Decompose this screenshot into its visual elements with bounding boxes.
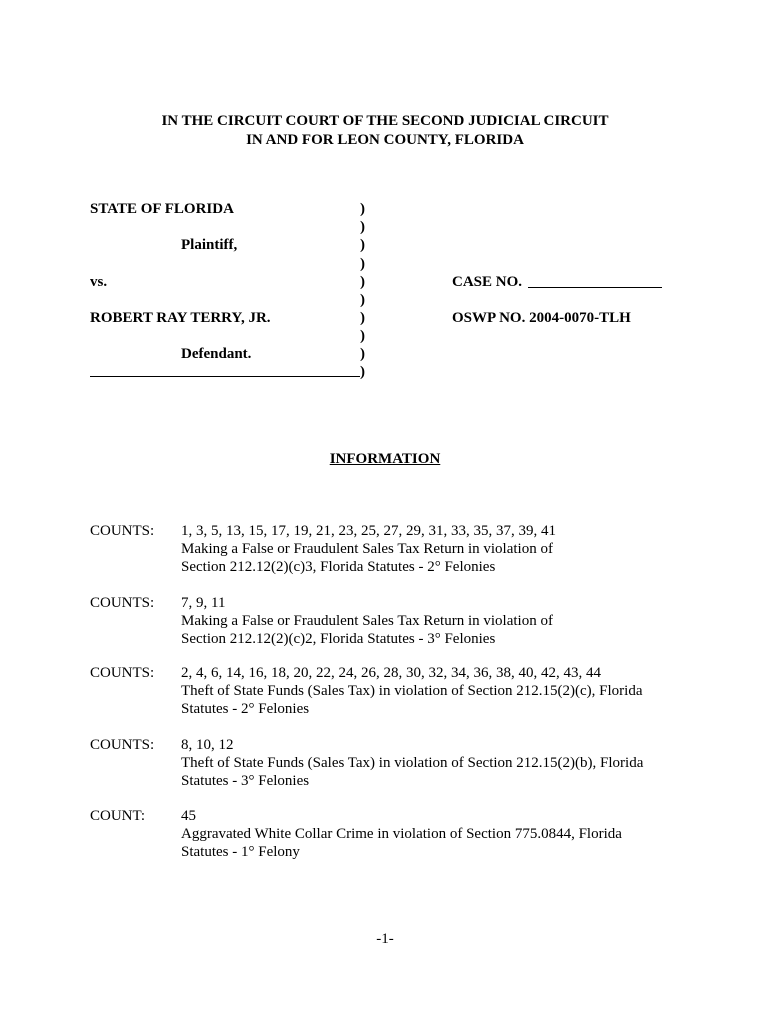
defendant-role: Defendant. bbox=[181, 346, 252, 362]
count-description: Aggravated White Collar Crime in violation of Section 775.0844, Florida bbox=[181, 826, 622, 842]
count-entry bbox=[181, 594, 661, 648]
court-heading-line1: IN THE CIRCUIT COURT OF THE SECOND JUDICIAL CIRCUIT bbox=[161, 113, 609, 129]
count-numbers: 8, 10, 12 bbox=[181, 737, 234, 753]
count-description: Theft of State Funds (Sales Tax) in violation of Section 212.15(2)(b), Florida bbox=[181, 755, 644, 771]
count-numbers: 45 bbox=[181, 808, 196, 824]
count-numbers: 1, 3, 5, 13, 15, 17, 19, 21, 23, 25, 27, 29, 31, 33, 35, 37, 39, 41 bbox=[181, 523, 556, 539]
count-description: Section 212.12(2)(c)3, Florida Statutes - 2° Felonies bbox=[181, 559, 496, 575]
count-description: Statutes - 3° Felonies bbox=[181, 773, 310, 789]
count-label: COUNT: bbox=[90, 808, 146, 824]
count-description: Statutes - 1° Felony bbox=[181, 844, 300, 860]
count-entry bbox=[181, 736, 661, 790]
versus-label: vs. bbox=[90, 274, 108, 290]
document-title: INFORMATION bbox=[329, 451, 441, 467]
count-label: COUNTS: bbox=[90, 665, 155, 681]
count-label: COUNTS: bbox=[90, 595, 155, 611]
caption-paren: ) bbox=[360, 274, 365, 290]
count-label: COUNTS: bbox=[90, 737, 155, 753]
count-label: COUNTS: bbox=[90, 523, 155, 539]
caption-paren: ) bbox=[360, 256, 365, 272]
count-numbers: 2, 4, 6, 14, 16, 18, 20, 22, 24, 26, 28, 30, 32, 34, 36, 38, 40, 42, 43, 44 bbox=[181, 665, 601, 681]
caption-paren: ) bbox=[360, 201, 365, 217]
caption-paren: ) bbox=[360, 219, 365, 235]
defendant-name: ROBERT RAY TERRY, JR. bbox=[90, 310, 271, 326]
count-entry bbox=[181, 522, 661, 576]
caption-paren: ) bbox=[360, 310, 365, 326]
case-no-label: CASE NO. bbox=[452, 274, 523, 290]
count-description: Section 212.12(2)(c)2, Florida Statutes - 3° Felonies bbox=[181, 631, 496, 647]
count-entry bbox=[181, 664, 661, 718]
caption-underline bbox=[90, 376, 360, 377]
plaintiff-role: Plaintiff, bbox=[181, 237, 238, 253]
count-entry bbox=[181, 807, 661, 861]
count-description: Statutes - 2° Felonies bbox=[181, 701, 310, 717]
caption-paren: ) bbox=[360, 364, 365, 380]
count-description: Theft of State Funds (Sales Tax) in violation of Section 212.15(2)(c), Florida bbox=[181, 683, 643, 699]
caption-paren: ) bbox=[360, 346, 365, 362]
count-description: Making a False or Fraudulent Sales Tax Return in violation of bbox=[181, 541, 553, 557]
count-description: Making a False or Fraudulent Sales Tax Return in violation of bbox=[181, 613, 553, 629]
page-number: -1- bbox=[376, 931, 394, 947]
plaintiff-name: STATE OF FLORIDA bbox=[90, 201, 234, 217]
case-no-blank bbox=[528, 287, 662, 288]
count-numbers: 7, 9, 11 bbox=[181, 595, 226, 611]
caption-paren: ) bbox=[360, 292, 365, 308]
caption-paren: ) bbox=[360, 237, 365, 253]
court-heading-line2: IN AND FOR LEON COUNTY, FLORIDA bbox=[246, 132, 524, 148]
oswp-number: OSWP NO. 2004-0070-TLH bbox=[452, 310, 631, 326]
caption-paren: ) bbox=[360, 328, 365, 344]
